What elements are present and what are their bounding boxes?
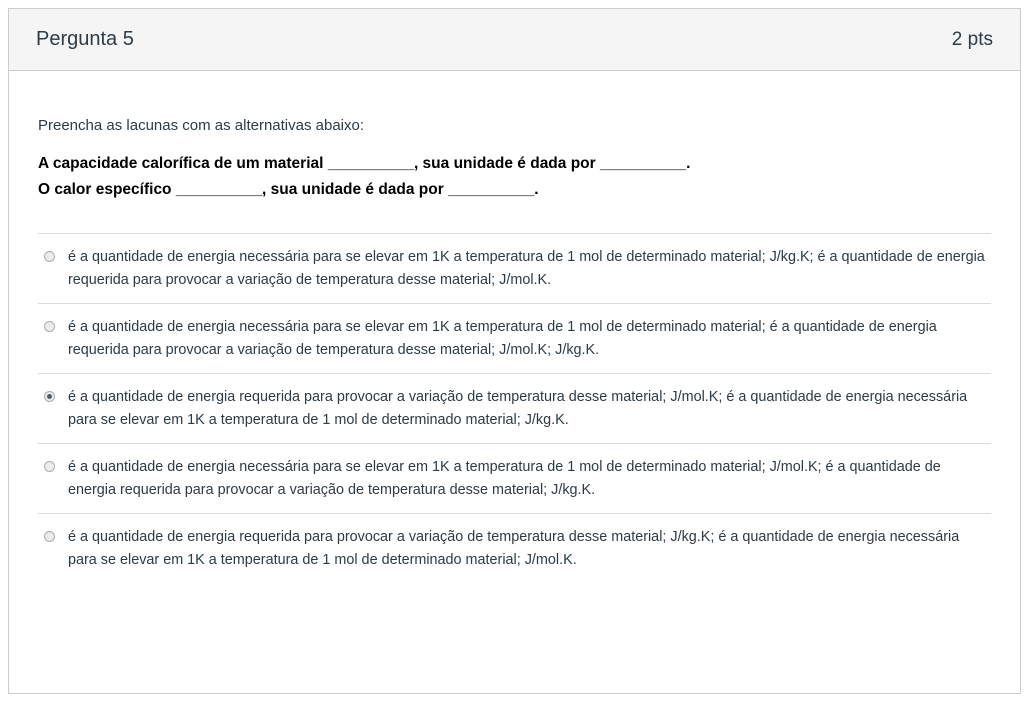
question-title: Pergunta 5 xyxy=(36,28,134,50)
answer-option-4[interactable] xyxy=(38,444,991,514)
answer-option-3[interactable] xyxy=(38,374,991,444)
answer-option-5[interactable] xyxy=(38,514,991,583)
radio-button-icon[interactable] xyxy=(44,391,55,402)
question-statement-line-2: O calor específico __________, sua unidade é dada por __________. xyxy=(38,181,539,198)
answer-text[interactable]: é a quantidade de energia necessária para se elevar em 1K a temperatura de 1 mol de determinado material; é a quantidade de energia requerida para provocar a variação de temperatura desse material; J/mol.K; J/kg.K. xyxy=(68,319,937,358)
question-header xyxy=(9,9,1020,71)
answer-text[interactable]: é a quantidade de energia requerida para provocar a variação de temperatura desse material; J/mol.K; é a quantidade de energia necessária para se elevar em 1K a temperatura de 1 mol de determinado material; J/kg.K. xyxy=(68,389,968,428)
question-instruction: Preencha as lacunas com as alternativas abaixo: xyxy=(38,117,365,134)
radio-button-icon[interactable] xyxy=(44,531,55,542)
question-points: 2 pts xyxy=(951,28,993,50)
answer-text[interactable]: é a quantidade de energia necessária para se elevar em 1K a temperatura de 1 mol de determinado material; J/kg.K; é a quantidade de energia requerida para provocar a variação de temperatura desse material; J/mol.K. xyxy=(68,249,985,288)
answer-option-2[interactable] xyxy=(38,304,991,374)
answer-text[interactable]: é a quantidade de energia necessária para se elevar em 1K a temperatura de 1 mol de determinado material; J/mol.K; é a quantidade de energia requerida para provocar a variação de temperatura desse material; J/kg.K. xyxy=(68,459,941,498)
question-statement-line-1: A capacidade calorífica de um material __________, sua unidade é dada por __________. xyxy=(38,155,691,172)
radio-button-icon[interactable] xyxy=(44,321,55,332)
radio-button-icon[interactable] xyxy=(44,461,55,472)
question-card xyxy=(8,8,1021,694)
radio-button-icon[interactable] xyxy=(44,251,55,262)
answer-text[interactable]: é a quantidade de energia requerida para provocar a variação de temperatura desse material; J/kg.K; é a quantidade de energia necessária para se elevar em 1K a temperatura de 1 mol de determinado material; J/mol.K. xyxy=(68,529,960,568)
question-body xyxy=(9,71,1020,583)
answer-option-1[interactable] xyxy=(38,234,991,304)
answer-list xyxy=(38,233,991,583)
